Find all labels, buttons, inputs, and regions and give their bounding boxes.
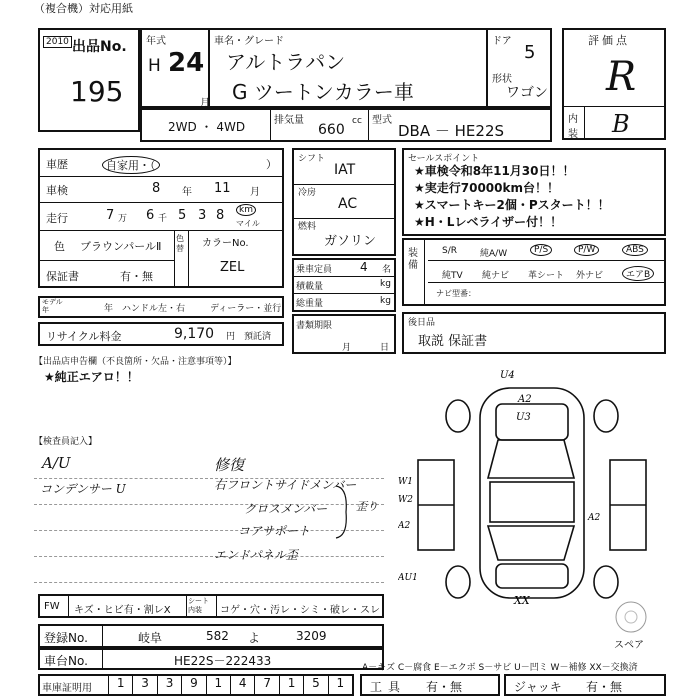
mileage-d3: 5 — [178, 208, 187, 223]
year-label: 年式 — [146, 36, 166, 47]
handle-value: 左・右 — [158, 304, 186, 314]
equip-leather: 革シート — [528, 271, 565, 281]
recycle-amount: 9,170 — [174, 326, 215, 342]
cert-digits — [108, 676, 352, 694]
lot-number: 195 — [70, 75, 124, 108]
cert-digit: 1 — [328, 676, 352, 694]
displacement-value: 660 — [318, 122, 345, 138]
dealer-label: ディーラー・並行 — [210, 304, 282, 314]
registration-class: 582 — [206, 629, 229, 643]
top-note: （複合機）対応用紙 — [34, 2, 133, 15]
model-year-row — [38, 296, 284, 318]
mileage-d2: 6 — [146, 208, 155, 223]
inspector-note: クロスメンバー — [244, 502, 328, 516]
cert-digit: 3 — [157, 676, 181, 694]
displacement-unit: cc — [352, 116, 362, 126]
mid-block — [292, 148, 396, 256]
recycle-note: 預託済 — [244, 332, 272, 342]
sales-point: ★スマートキー2個・Pスタート！！ — [414, 198, 610, 212]
doors-value: 5 — [524, 42, 536, 63]
inspector-note: 修復 — [214, 456, 245, 474]
capacity-label: 乗車定員 — [296, 265, 333, 275]
registration-row — [38, 624, 384, 648]
color-value: ブラウンパールⅡ — [80, 240, 162, 253]
history-value: 自家用・（ — [102, 156, 160, 174]
equip-abs: ABS — [622, 244, 648, 256]
inspector-note: コアサポート — [238, 524, 311, 538]
doc-deadline-day: 日 — [380, 343, 390, 353]
inspection-year: 8 — [152, 181, 161, 196]
equip-pw: P/W — [574, 244, 599, 256]
spare-tire-icon — [614, 600, 648, 634]
recycle-unit: 円 — [226, 332, 236, 342]
spec-row — [140, 108, 552, 142]
equip-ext-navi: 外ナビ — [576, 271, 604, 281]
lot-label: 出品No. — [72, 39, 127, 55]
car-trunk — [496, 564, 568, 588]
inspection-year-unit: 年 — [182, 187, 192, 198]
car-hood — [496, 404, 568, 440]
registration-number: 3209 — [296, 629, 327, 643]
jack-row — [504, 674, 666, 696]
grade-box — [562, 28, 666, 140]
sales-points-list — [414, 163, 610, 231]
cert-label: 車庫証明用 — [42, 683, 92, 694]
inspection-month-unit: 月 — [250, 187, 260, 198]
equipment-label: 装備 — [408, 248, 418, 271]
mileage-u1: 万 — [118, 214, 128, 224]
equip-aw: 純A/W — [480, 249, 508, 259]
tools-value: 有・無 — [426, 680, 463, 694]
equip-ps: P/S — [530, 244, 552, 256]
chassis-label: 車台No. — [44, 654, 88, 668]
inspector-note: エンドパネル歪 — [214, 548, 298, 562]
spare-label: スペア — [614, 640, 644, 651]
drive: 2WD ・ 4WD — [168, 120, 246, 134]
sales-points-label: セールスポイント — [408, 154, 480, 164]
cert-digit: 1 — [279, 676, 303, 694]
fw-label: FW — [44, 601, 60, 612]
inspector-note: A/U — [42, 454, 71, 472]
cert-digit: 7 — [254, 676, 278, 694]
vehicle-label: 車名・グレード — [214, 36, 284, 47]
model-year-label: モデル年 — [42, 298, 63, 314]
cert-digit: 9 — [181, 676, 205, 694]
mileage-label: 走行 — [46, 212, 68, 225]
equipment-box — [402, 238, 666, 306]
equipment-grid — [428, 240, 664, 304]
sales-points-box — [402, 148, 666, 236]
diag-mark: W2 — [398, 495, 413, 505]
inspection-month: 11 — [214, 181, 231, 196]
interior-label: 内装 — [568, 114, 578, 140]
mileage-unit-mile: マイル — [236, 219, 260, 228]
year-era: H — [148, 56, 161, 76]
handle-label: ハンドル — [122, 304, 159, 314]
navi-model-label: ナビ型番： — [436, 289, 476, 298]
vehicle-name: アルトラパン — [226, 50, 346, 74]
postscript-value: 取説 保証書 — [418, 334, 488, 349]
inspector-note: 右フロントサイドメンバー — [214, 478, 357, 492]
mileage-d4: 3 — [198, 208, 207, 223]
postscript-box — [402, 312, 666, 354]
shape-label: 形状 — [492, 74, 512, 85]
capacity-block — [292, 258, 396, 312]
lot-box — [38, 28, 140, 132]
sales-point: ★車検令和8年11月30日！！ — [414, 164, 575, 178]
recycle-label: リサイクル料金 — [46, 330, 122, 343]
equip-sr: S/R — [442, 246, 457, 256]
year-box — [140, 28, 210, 108]
seat-items: コゲ・穴・汚レ・シミ・破レ・スレ — [220, 605, 380, 616]
wheel-icon — [446, 566, 470, 598]
inspector-note: 歪り — [356, 500, 378, 513]
recycle-row — [38, 322, 284, 346]
car-windshield — [488, 440, 574, 478]
color-code: ZEL — [220, 260, 245, 275]
shape-value: ワゴン — [506, 85, 548, 101]
declaration-value: ★純正エアロ！！ — [44, 370, 139, 384]
car-roof — [490, 482, 574, 522]
equip-navi: 純ナビ — [482, 271, 510, 281]
diag-mark: A2 — [588, 513, 601, 523]
sales-point: ★H・Lレベライザー付！！ — [414, 215, 563, 229]
car-rear-window — [488, 526, 574, 560]
diag-mark: U4 — [500, 370, 515, 381]
sales-point: ★実走行70000km台！！ — [414, 181, 559, 195]
diag-mark: W1 — [398, 477, 413, 487]
wheel-icon — [446, 400, 470, 432]
inspector-note: コンデンサー U — [40, 482, 126, 496]
load-unit: kg — [380, 279, 391, 289]
wheel-icon — [594, 566, 618, 598]
interior-row — [38, 594, 384, 618]
doors-box — [486, 28, 552, 108]
grade-label: 評価点 — [588, 34, 630, 47]
declaration-label: 【出品店申告欄（不良箇所・欠品・注意事項等）】 — [34, 357, 237, 367]
seat-label: シート内装 — [188, 597, 209, 614]
year-badge: 2010 — [43, 36, 72, 48]
ac-value: AC — [338, 196, 358, 212]
vehicle-grade: G ツートンカラー車 — [232, 80, 414, 104]
cert-digit: 1 — [108, 676, 132, 694]
diag-mark: XX — [514, 594, 530, 607]
color-change-label: 色替 — [176, 234, 184, 253]
wheel-icon — [594, 400, 618, 432]
history-close: ） — [266, 158, 277, 171]
damage-legend: A－キズ C－腐食 E－エクボ S－サビ U－凹ミ W－補修 XX－交換済 — [362, 663, 638, 673]
registration-place: 岐阜 — [138, 631, 163, 645]
model-year-unit: 年 — [104, 304, 114, 314]
mileage-unit-km: km — [236, 204, 256, 216]
chassis-row — [38, 648, 384, 670]
registration-kana: よ — [248, 631, 261, 645]
interior-score: B — [612, 110, 630, 138]
inspection-label: 車検 — [46, 184, 68, 197]
equip-airbag: エアB — [622, 266, 654, 281]
mileage-d5: 8 — [216, 208, 225, 223]
left-block — [38, 148, 284, 288]
capacity-unit: 名 — [382, 265, 392, 275]
tools-row — [360, 674, 500, 696]
cert-digit: 3 — [132, 676, 156, 694]
ac-label: 冷房 — [298, 188, 317, 198]
capacity-value: 4 — [360, 260, 368, 274]
warranty-label: 保証書 — [46, 270, 79, 283]
total-weight-unit: kg — [380, 296, 391, 306]
shift-value: IAT — [334, 162, 356, 178]
cert-row — [38, 674, 354, 696]
registration-label: 登録No. — [44, 631, 88, 645]
fw-items: キズ・ヒビ有・割レX — [74, 605, 171, 616]
bracket — [334, 484, 354, 540]
warranty-value: 有・無 — [120, 270, 153, 283]
month-unit: 月 — [200, 98, 210, 109]
cert-digit: 1 — [206, 676, 230, 694]
cert-digit: 4 — [230, 676, 254, 694]
vehicle-box — [208, 28, 488, 108]
fuel-value: ガソリン — [324, 234, 377, 249]
cert-digit: 5 — [303, 676, 327, 694]
jack-label: ジャッキ — [514, 680, 562, 694]
color-code-label: カラーNo. — [202, 238, 249, 249]
tools-label: 工具 — [370, 680, 407, 694]
doors-label: ドア — [492, 36, 512, 47]
model-value: DBA － HE22S — [398, 122, 505, 140]
equip-tv: 純TV — [442, 271, 463, 281]
diag-mark: A2 — [398, 521, 411, 531]
displacement-label: 排気量 — [274, 115, 304, 126]
chassis-value: HE22S－222433 — [174, 654, 272, 668]
grade-score: R — [606, 54, 637, 100]
doc-deadline-month: 月 — [342, 343, 352, 353]
car-diagram — [398, 368, 666, 622]
postscript-label: 後日品 — [408, 318, 436, 328]
diag-mark: A2 — [518, 394, 532, 405]
mileage-u2: 千 — [158, 214, 168, 224]
doc-deadline-label: 書類期限 — [296, 321, 333, 331]
history-label: 車歴 — [46, 158, 68, 171]
shift-label: シフト — [298, 154, 326, 164]
diag-mark: U3 — [516, 412, 531, 423]
fuel-label: 燃料 — [298, 222, 317, 232]
doc-deadline-block — [292, 314, 396, 354]
jack-value: 有・無 — [586, 680, 623, 694]
model-label: 型式 — [372, 115, 392, 126]
color-label: 色 — [54, 240, 65, 253]
load-label: 積載量 — [296, 282, 324, 292]
total-weight-label: 総重量 — [296, 299, 324, 309]
year-value: 24 — [168, 48, 205, 78]
inspector-label: 【検査員記入】 — [34, 437, 98, 447]
diag-mark: AU1 — [398, 573, 418, 583]
mileage-d1: 7 — [106, 208, 115, 223]
